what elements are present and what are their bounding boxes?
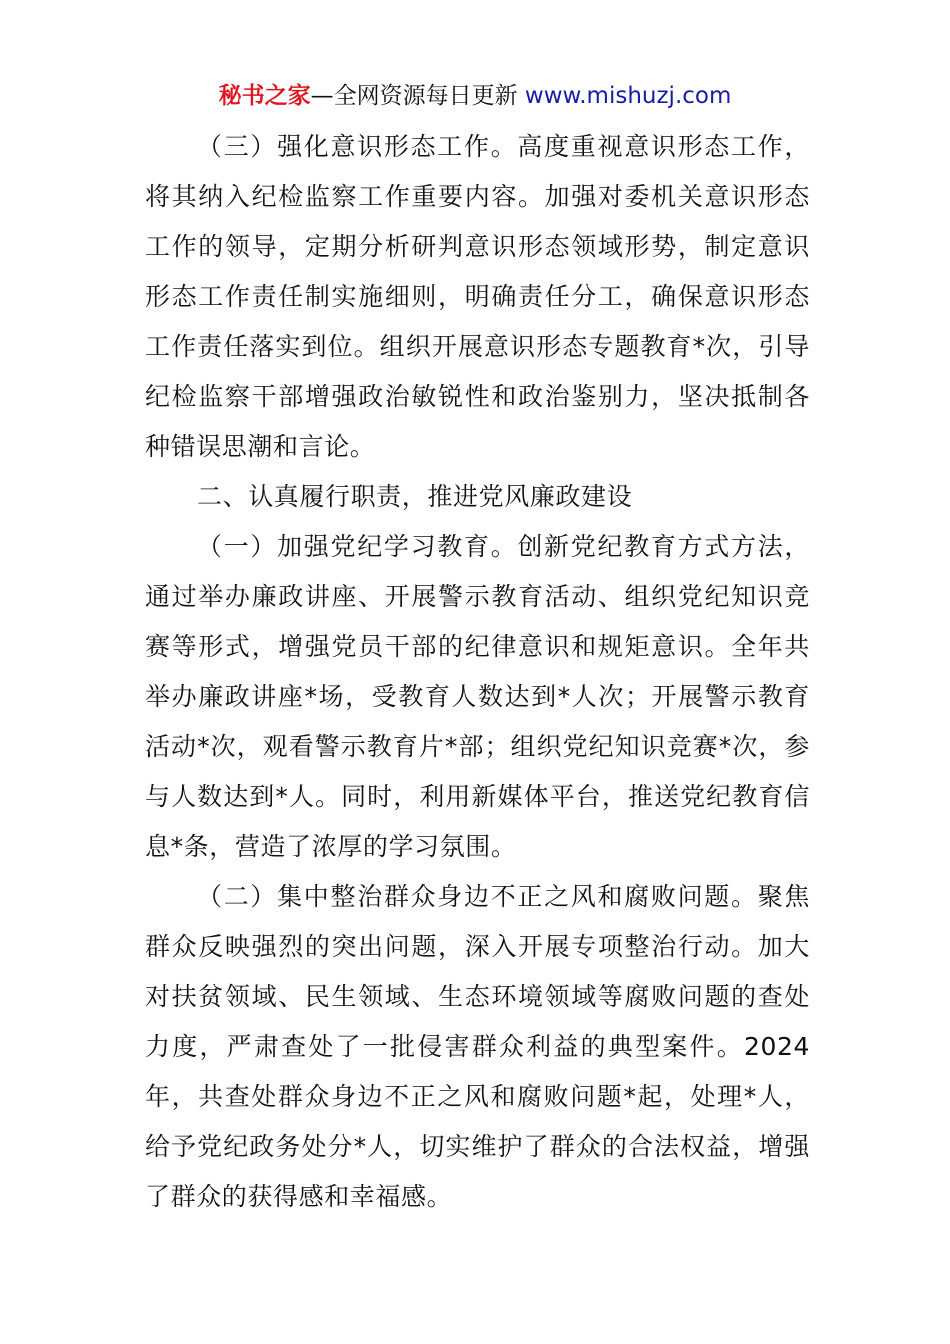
- header-tagline: —全网资源每日更新: [310, 83, 525, 109]
- brand-name: 秘书之家: [218, 83, 311, 109]
- site-url: www.mishuzj.com: [524, 83, 732, 109]
- paragraph-corruption-rectification: （二）集中整治群众身边不正之风和腐败问题。聚焦群众反映强烈的突出问题，深入开展专项整治行动。加大对扶贫领域、民生领域、生态环境领域等腐败问题的查处力度，严肃查处了一批侵害群众利益的典型案件。2024年，共查处群众身边不正之风和腐败问题*起，处理*人，给予党纪政务处分*人，切实维护了群众的合法权益，增强了群众的获得感和幸福感。: [145, 882, 810, 1211]
- section-heading: 二、认真履行职责，推进党风廉政建设: [197, 482, 633, 511]
- paragraph-discipline-education: （一）加强党纪学习教育。创新党纪教育方式方法，通过举办廉政讲座、开展警示教育活动、组织党纪知识竞赛等形式，增强党员干部的纪律意识和规矩意识。全年共举办廉政讲座*场，受教育人数达到*人次；开展警示教育活动*次，观看警示教育片*部；组织党纪知识竞赛*次，参与人数达到*人。同时，利用新媒体平台，推送党纪教育信息*条，营造了浓厚的学习氛围。: [145, 532, 810, 861]
- watermark-header: [0, 80, 950, 112]
- document-body: [145, 122, 810, 1222]
- paragraph-ideology-work: （三）强化意识形态工作。高度重视意识形态工作，将其纳入纪检监察工作重要内容。加强对委机关意识形态工作的领导，定期分析研判意识形态领域形势，制定意识形态工作责任制实施细则，明确责任分工，确保意识形态工作责任落实到位。组织开展意识形态专题教育*次，引导纪检监察干部增强政治敏锐性和政治鉴别力，坚决抵制各种错误思潮和言论。: [145, 132, 810, 461]
